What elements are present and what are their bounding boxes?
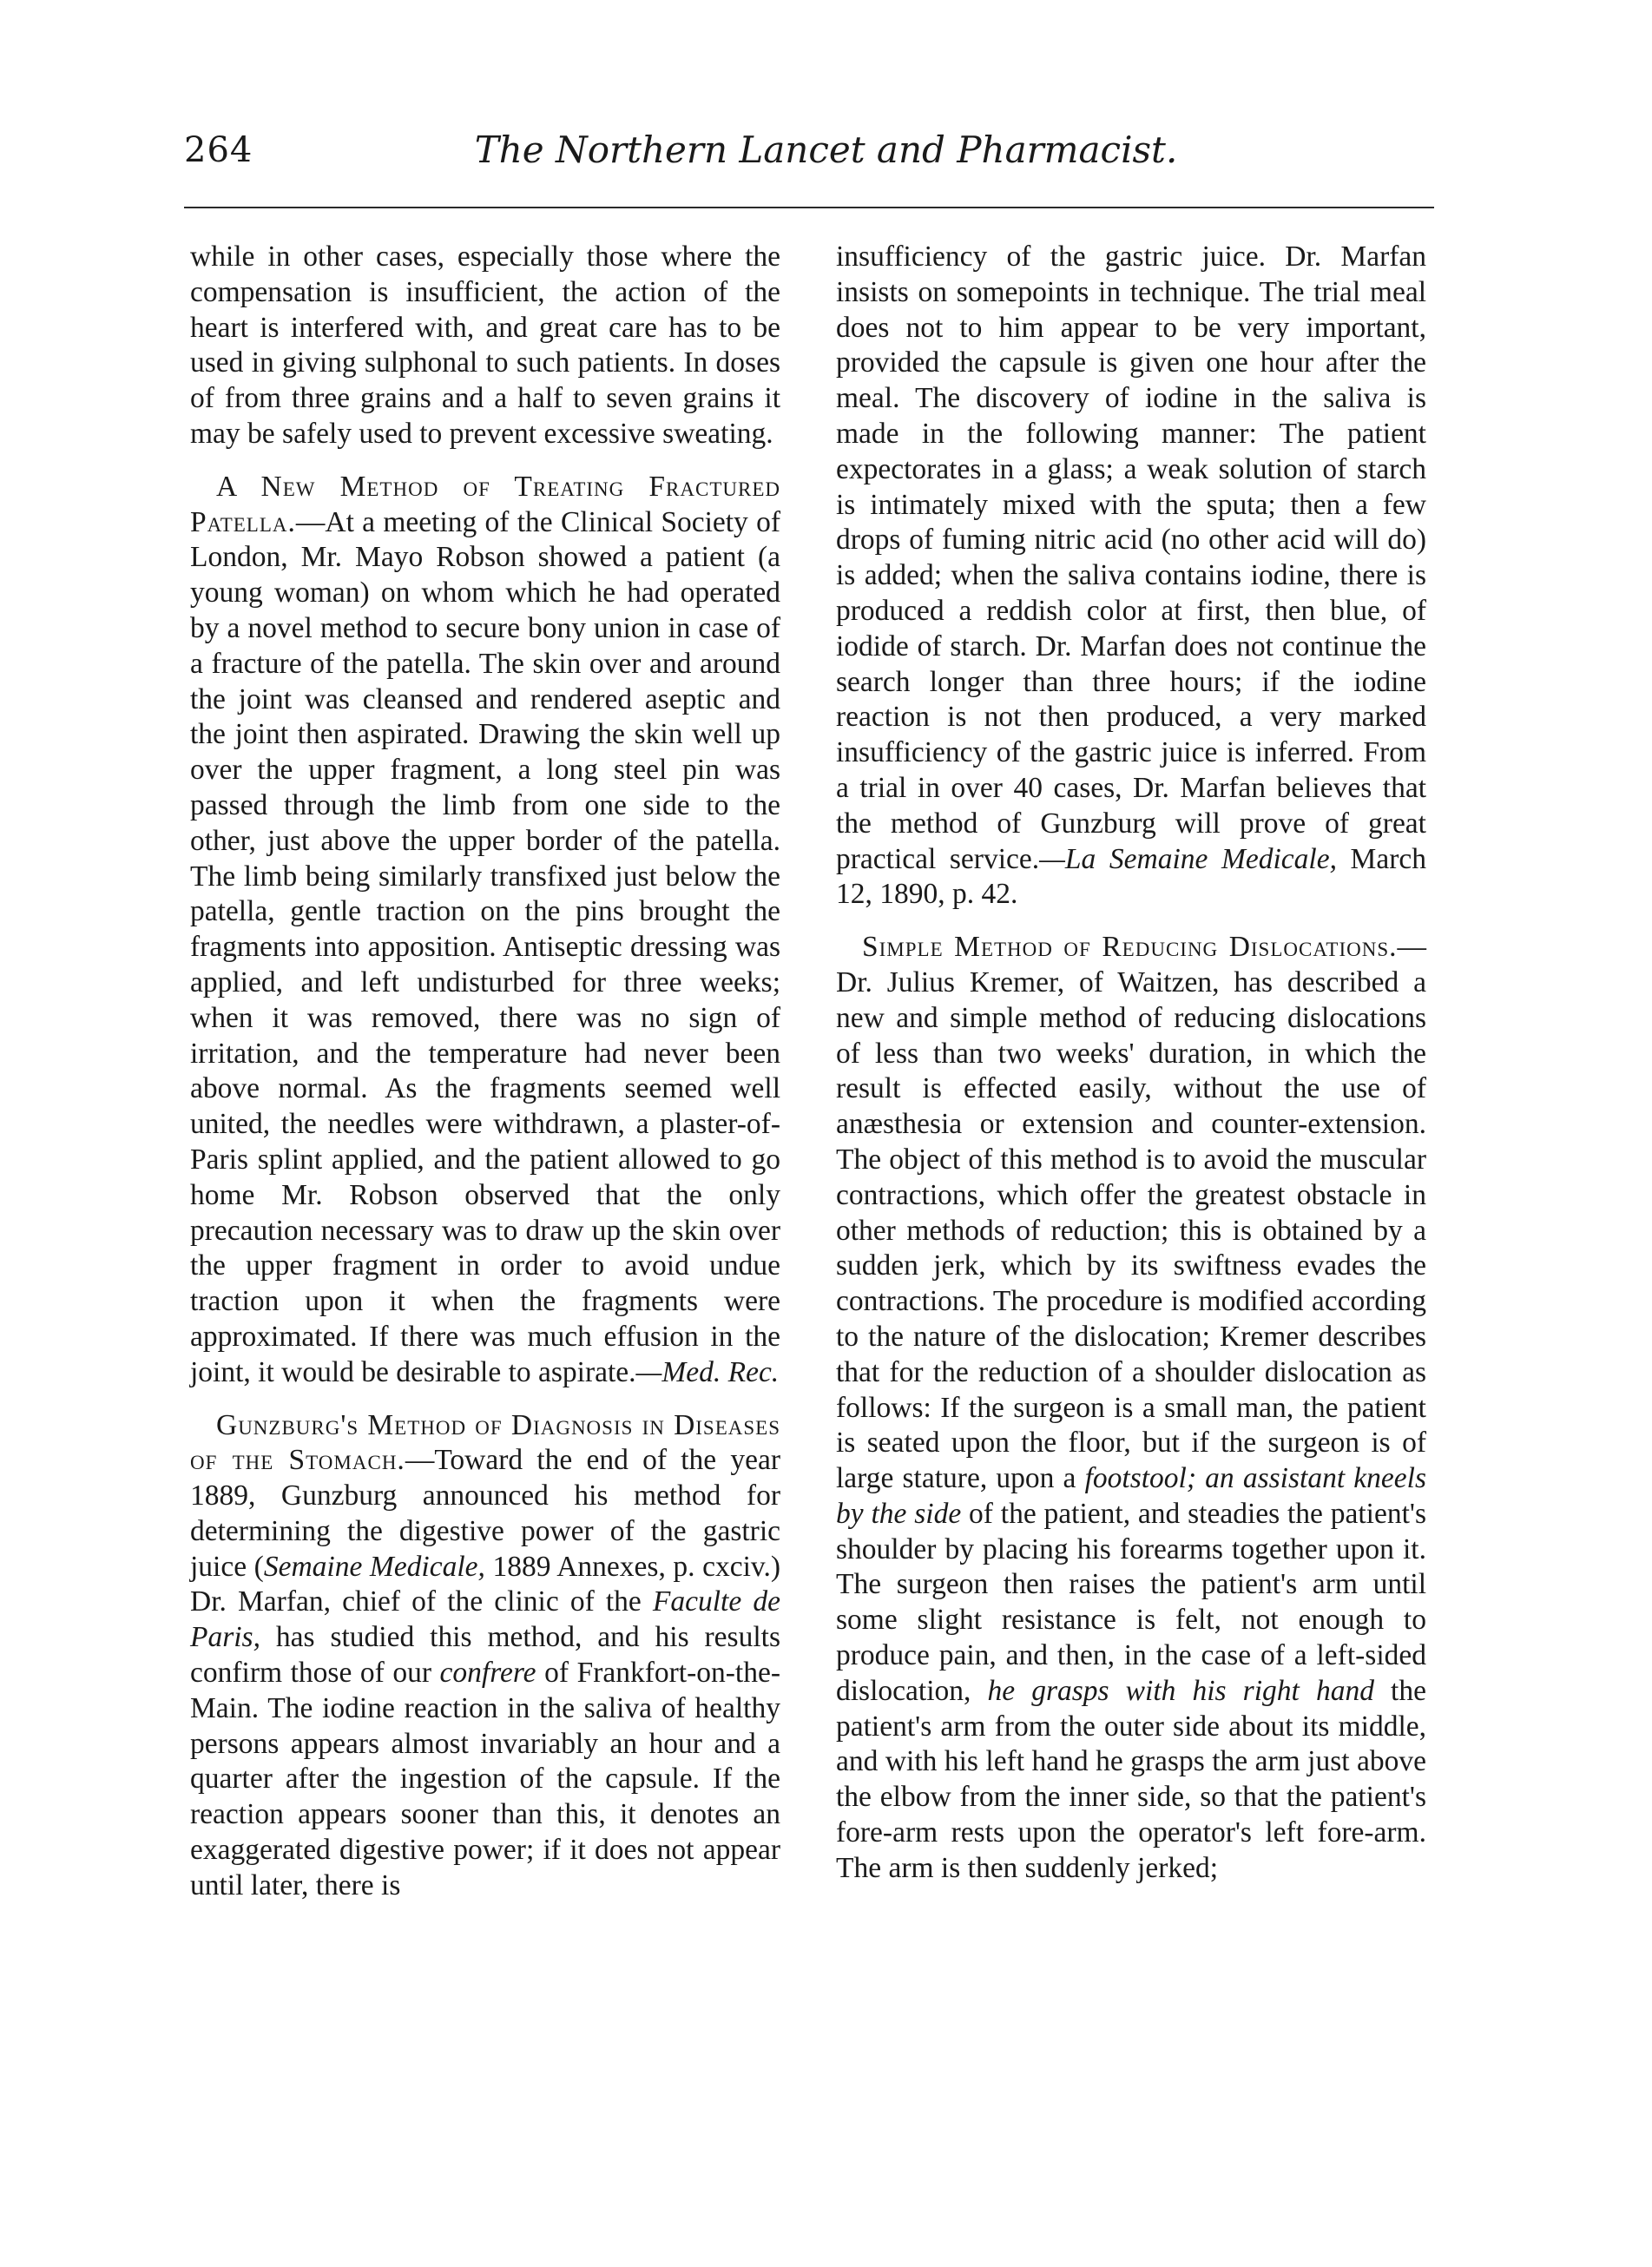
article-source: —La Semaine Medicale, [1039, 842, 1337, 875]
citation: Semaine Medicale, [263, 1550, 485, 1583]
article-body: of the patient, and steadies the patient's shoulder by placing his forearms together upon it. The surgeon then raises the patient's arm until some slight resistance is felt, not enough to produce pain, and then, in the case of a left-sided dislocation, [836, 1497, 1426, 1707]
citation: Faculte de Paris, [190, 1585, 780, 1654]
article-reducing-dislocations [836, 930, 1426, 1887]
article-source: —Med. Rec. [635, 1355, 780, 1388]
paragraph-sulphonal: while in other cases, especially those where the compensation is insufficient, the action of the heart is interfered with, and great care has to be used in giving sulphonal to such patients. In doses of from three grains and a half to seven grains it may be safely used to prevent excessive sweating. [190, 241, 780, 450]
article-fractured-patella [190, 470, 780, 1391]
page-number: 264 [184, 130, 253, 170]
italic-passage: he grasps with his right hand [987, 1674, 1374, 1707]
left-column [190, 240, 780, 1921]
article-heading: Simple Method of Reducing Dislocations. [862, 931, 1398, 964]
article-body: insufficiency of the gastric juice. Dr. Marfan insists on somepoints in technique. The trial meal does not to him appear to be very important, provided the capsule is given one hour after the meal. The discovery of iodine in the saliva is made in the following manner: The patient expectorates in a glass; a weak solution of starch is intimately mixed with the sputa; then a few drops of fuming nitric acid (no other acid will do) is added; when the saliva contains iodine, there is produced a reddish color at first, then blue, of iodide of starch. Dr. Marfan does not continue the search longer than three hours; if the iodine reaction is not then produced, a very marked insufficiency of the gastric juice is inferred. From a trial in over 40 cases, Dr. Marfan believes that the method of Gunzburg will prove of great practical service. [836, 241, 1426, 875]
article-body: of Frankfort-on-the-Main. The iodine reaction in the saliva of healthy persons appears almost invariably an hour and a quarter after the ingestion of the capsule. If the reaction appears sooner than this, it denotes an exaggerated digestive power; if it does not appear until later, there is [190, 1657, 780, 1901]
article-heading: Gunzburg's Method of Diagnosis in Diseases of the Stomach. [190, 1408, 780, 1477]
article-gunzburg-method [190, 1408, 780, 1904]
citation: confrere [439, 1657, 536, 1690]
article-body: —Toward the end of the year 1889, Gunzburg announced his method for determining the digestive power of the gastric juice ( [190, 1444, 780, 1583]
article-body: —At a meeting of the Clinical Society of London, Mr. Mayo Robson showed a patient (a young woman) on whom which he had operated by a novel method to secure bony union in case of a fracture of the patella. The skin over and around the joint was cleansed and rendered aseptic and the joint then aspirated. Drawing the skin well up over the upper fragment, a long steel pin was passed through the limb from one side to the other, just above the upper border of the patella. The limb being similarly transfixed just below the patella, gentle traction on the pins brought the fragments into apposition. Antiseptic dressing was applied, and left undisturbed for three weeks; when it was removed, there was no sign of irritation, and the temperature had never been above normal. As the fragments seemed well united, the needles were withdrawn, a plaster-of-Paris splint applied, and the patient allowed to go home Mr. Robson observed that the only precaution necessary was to draw up the skin over the upper fragment in order to avoid undue traction upon it when the fragments were approximated. If there was much effusion in the joint, it would be desirable to aspirate. [190, 505, 780, 1388]
article-body: the patient's arm from the outer side about its middle, and with his left hand he grasps the arm just above the elbow from the inner side, so that the patient's fore-arm rests upon the operator's left fore-arm. The arm is then suddenly jerked; [836, 1674, 1426, 1884]
header-rule [184, 207, 1434, 208]
article-heading: A New Method of Treating Fractured Patella. [190, 470, 780, 538]
italic-passage: footstool; an assistant kneels by the side [836, 1462, 1426, 1530]
article-body: 1889 Annexes, p. cxciv.) Dr. Marfan, chief of the clinic of the [190, 1550, 780, 1618]
paragraph-iodine-test [836, 240, 1426, 913]
running-title: The Northern Lancet and Pharmacist. [474, 129, 1178, 171]
article-date: March 12, 1890, p. 42. [836, 842, 1426, 911]
article-body: —Dr. Julius Kremer, of Waitzen, has described a new and simple method of reducing dislocations of less than two weeks' duration, in which the result is effected easily, without the use of anæsthesia or extension and counter-extension. The object of this method is to avoid the muscular contractions, which offer the greatest obstacle in other methods of reduction; this is obtained by a sudden jerk, which by its swiftness evades the contractions. The procedure is modified according to the nature of the dislocation; Kremer describes that for the reduction of a shoulder dislocation as follows: If the surgeon is a small man, the patient is seated upon the floor, but if the surgeon is of large stature, upon a [836, 931, 1426, 1495]
right-column [836, 240, 1426, 1904]
article-body: has studied this method, and his results confirm those of our [190, 1621, 780, 1690]
